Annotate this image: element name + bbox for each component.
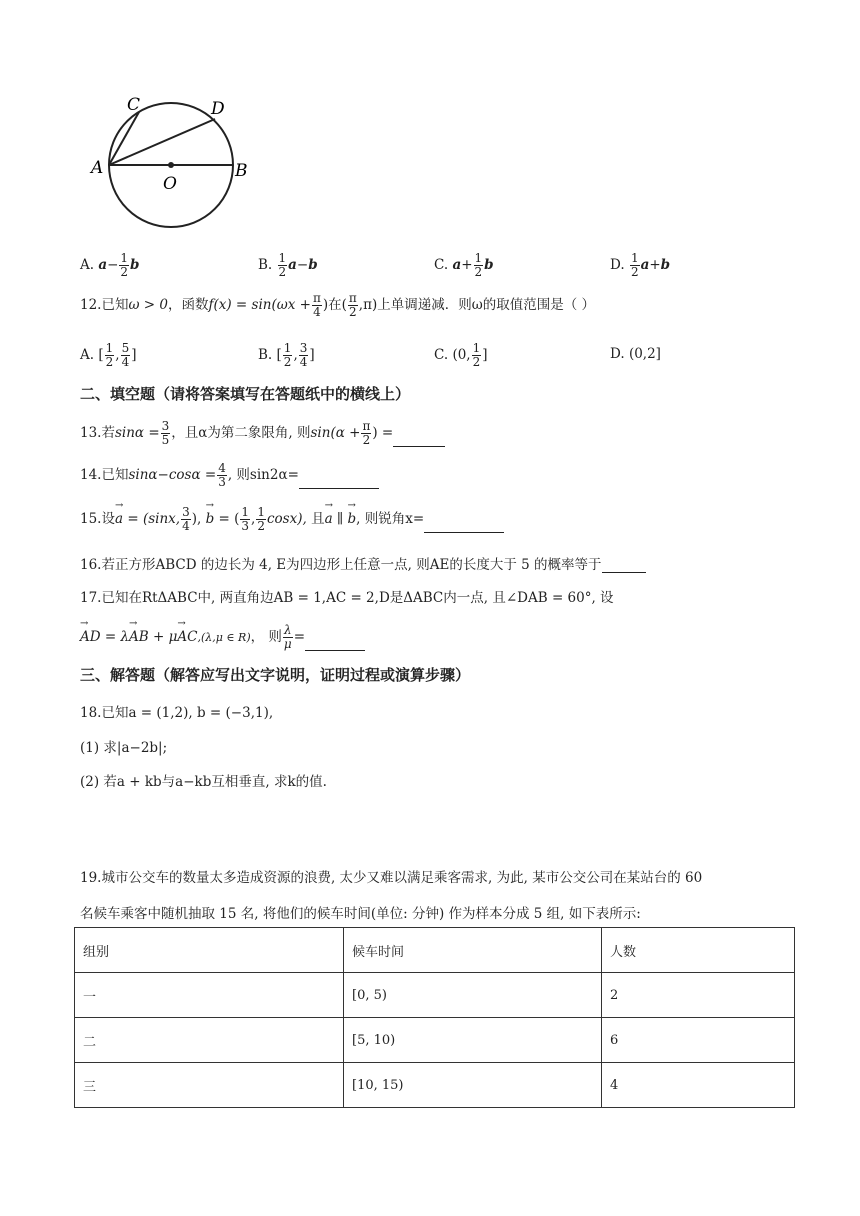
q14-answer-blank[interactable] <box>299 488 379 489</box>
q18-line1: 18.已知a = (1,2), b = (−3,1), <box>80 705 274 721</box>
q16-answer-blank[interactable] <box>602 572 646 573</box>
q11-option-b[interactable]: B. $\frac{1}{2}$ a−b <box>258 251 318 279</box>
q12-stem: 12.已知ω > 0，函数f(x) = sin(ωx + $\frac{\pi}{4}$ )在( $\frac{\pi}{2}$ ,π)上单调递减．则ω的取值范围是（ ） <box>80 291 596 319</box>
table-header-cell: 候车时间 <box>344 928 602 973</box>
q16: 16.若正方形ABCD 的边长为 4, E为四边形上任意一点, 则AE的长度大于 5 的概率等于 <box>80 553 646 573</box>
table-cell: [10, 15) <box>344 1063 602 1108</box>
table-row <box>75 1063 795 1108</box>
wait-time-table <box>74 927 795 1108</box>
q19-line1: 19.城市公交车的数量太多造成资源的浪费, 太少又难以满足乘客需求, 为此, 某市公交公司在某站台的 60 <box>80 870 703 886</box>
q17-line1: 17.已知在RtΔABC中, 两直角边AB = 1,AC = 2,D是ΔABC内一点, 且∠DAB = 60°, 设 <box>80 590 614 606</box>
table-cell: 4 <box>602 1063 795 1108</box>
table-header-row <box>75 928 795 973</box>
table-cell: 三 <box>75 1063 344 1108</box>
chord-ac <box>109 112 139 165</box>
q17-line2: → AD = λ→ AB + μ→ AC,(λ,μ ∈ R)， 则 $\frac{\lambda}{\mu}$ = <box>80 624 365 651</box>
q19-line2: 名候车乘客中随机抽取 15 名, 将他们的候车时间(单位: 分钟) 作为样本分成 5 组, 如下表所示: <box>80 906 641 922</box>
table-cell: [5, 10) <box>344 1018 602 1063</box>
label-d: D <box>211 99 225 119</box>
label-a: A <box>91 158 104 178</box>
q11-option-d[interactable]: D. $\frac{1}{2}$ a+b <box>610 251 671 279</box>
center-point <box>168 162 174 168</box>
table-header-cell: 组别 <box>75 928 344 973</box>
table-header-cell: 人数 <box>602 928 795 973</box>
q14: 14.已知sinα−cosα = $\frac{4}{3}$ , 则sin2α= <box>80 462 379 489</box>
table-cell: 6 <box>602 1018 795 1063</box>
q11-option-a[interactable]: A. a− $\frac{1}{2}$ b <box>80 251 140 279</box>
table-row <box>75 1018 795 1063</box>
q15: 15.设→ a = (sinx, $\frac{3}{4}$ ), → b = ( $\frac{1}{3}$ , $\frac{1}{2}$ cosx), 且→ a ∥ → b, 则锐角x= <box>80 506 504 533</box>
q13-answer-blank[interactable] <box>393 446 445 447</box>
label-b: B <box>235 161 248 181</box>
q12-option-c[interactable]: C. (0, $\frac{1}{2}$ ] <box>434 341 488 369</box>
label-o: O <box>163 174 177 194</box>
table-cell: 2 <box>602 973 795 1018</box>
q18-line3: (2) 若a + kb与a−kb互相垂直, 求k的值. <box>80 774 327 790</box>
label-c: C <box>127 95 141 115</box>
table-row <box>75 973 795 1018</box>
section-2-heading: 二、填空题（请将答案填写在答题纸中的横线上） <box>80 385 411 403</box>
q18-line2: (1) 求|a−2b|; <box>80 740 168 756</box>
table-cell: [0, 5) <box>344 973 602 1018</box>
q17-answer-blank[interactable] <box>305 650 365 651</box>
table-cell: 一 <box>75 973 344 1018</box>
q12-option-a[interactable]: A. [ $\frac{1}{2}$ , $\frac{5}{4}$ ] <box>80 341 137 369</box>
chord-ad <box>109 119 215 165</box>
q12-option-b[interactable]: B. [ $\frac{1}{2}$ , $\frac{3}{4}$ ] <box>258 341 315 369</box>
q11-option-c[interactable]: C. a+ $\frac{1}{2}$ b <box>434 251 494 279</box>
q13: 13.若sinα = $\frac{3}{5}$ ，且α为第二象限角, 则sin(α + $\frac{\pi}{2}$ ) = <box>80 420 445 447</box>
table-cell: 二 <box>75 1018 344 1063</box>
q15-answer-blank[interactable] <box>424 532 504 533</box>
section-3-heading: 三、解答题（解答应写出文字说明，证明过程或演算步骤） <box>80 666 471 684</box>
q12-option-d[interactable]: D. (0,2] <box>610 346 661 362</box>
circle-figure <box>85 92 260 242</box>
